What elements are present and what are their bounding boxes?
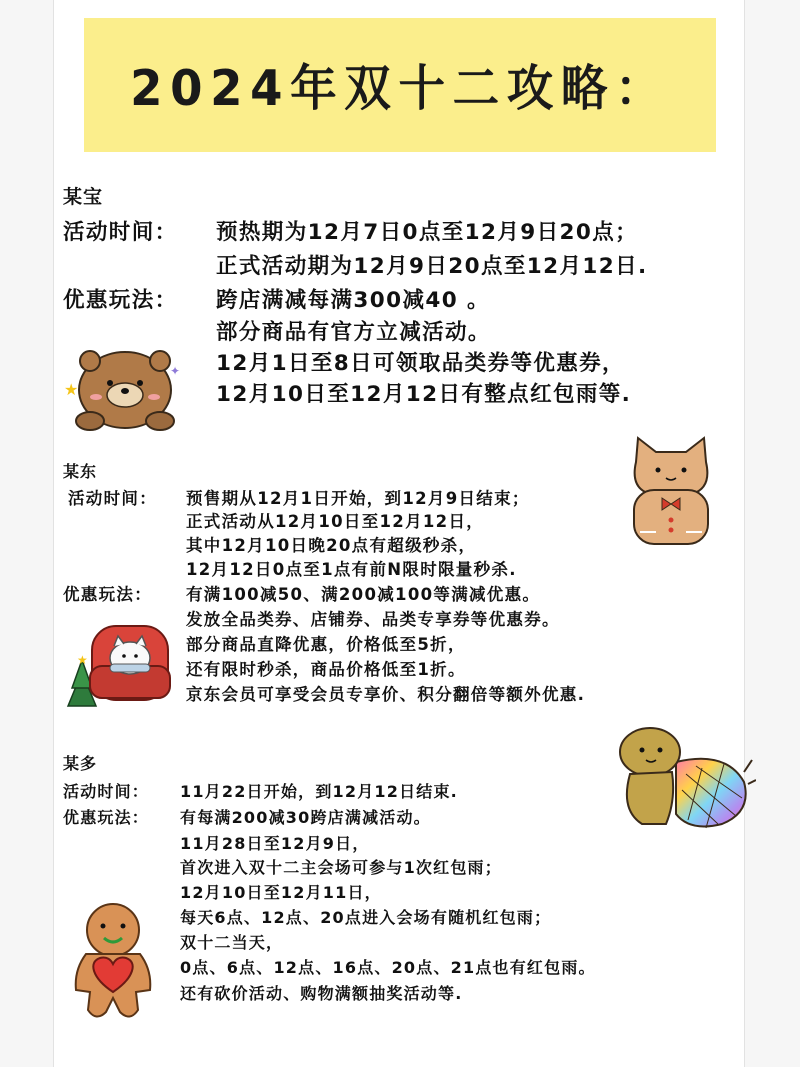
- svg-text:★: ★: [64, 380, 79, 399]
- cat-cookie-icon: [616, 432, 726, 558]
- cat-armchair-icon: [62, 612, 174, 716]
- gingerbread-heart-icon: [66, 900, 160, 1030]
- jd-time-line: 预售期从12月1日开始，到12月9日结束；: [186, 489, 530, 508]
- pdd-promo-line: 11月28日至12月9日，: [180, 834, 370, 853]
- jd-promo-label: 优惠玩法：: [63, 585, 152, 604]
- section-name-jd: 某东: [63, 462, 98, 481]
- jd-time-line: 其中12月10日晚20点有超级秒杀，: [186, 536, 477, 555]
- taobao-promo-label: 优惠玩法：: [63, 288, 178, 313]
- section-name-taobao: 某宝: [63, 186, 104, 208]
- pdd-promo-line: 每天6点、12点、20点进入会场有随机红包雨；: [180, 908, 552, 927]
- pdd-promo-line: 双十二当天，: [180, 933, 284, 952]
- taobao-time-label: 活动时间：: [63, 220, 178, 245]
- taobao-time-line: 正式活动期为12月9日20点至12月12日.: [216, 254, 648, 279]
- page-left-edge: [0, 0, 54, 1067]
- jd-time-label: 活动时间：: [68, 489, 157, 508]
- svg-text:★: ★: [77, 653, 88, 667]
- page-title: 2024年双十二攻略：: [130, 60, 670, 117]
- page-right-edge: [744, 0, 800, 1067]
- pdd-time-text: 11月22日开始，到12月12日结束.: [180, 782, 458, 801]
- jd-promo-line: 发放全品类券、店铺券、品类专享券等优惠券。: [186, 610, 560, 629]
- pdd-promo-line: 0点、6点、12点、16点、20点、21点也有红包雨。: [180, 958, 596, 977]
- taobao-promo-line: 12月1日至8日可领取品类券等优惠券，: [216, 351, 625, 376]
- bear-icon: [60, 345, 190, 439]
- pdd-promo-line: 12月10日至12月11日，: [180, 883, 382, 902]
- jd-promo-line: 还有限时秒杀，商品价格低至1折。: [186, 660, 466, 679]
- jd-promo-line: 部分商品直降优惠，价格低至5折，: [186, 635, 466, 654]
- title-banner: [84, 18, 716, 152]
- taobao-promo-line: 12月10日至12月12日有整点红包雨等.: [216, 382, 632, 407]
- jd-promo-line: 京东会员可享受会员专享价、积分翻倍等额外优惠.: [186, 685, 586, 704]
- taobao-promo-line: 部分商品有官方立减活动。: [216, 320, 491, 345]
- section-name-pdd: 某多: [63, 754, 98, 773]
- jd-time-line: 12月12日0点至1点有前N限时限量秒杀.: [186, 560, 517, 579]
- pdd-promo-line: 有每满200减30跨店满减活动。: [180, 808, 431, 827]
- jd-promo-line: 有满100减50、满200减100等满减优惠。: [186, 585, 541, 604]
- svg-text:✦: ✦: [170, 364, 181, 378]
- pdd-time-label: 活动时间：: [63, 782, 150, 801]
- jd-time-line: 正式活动从12月10日至12月12日，: [186, 512, 485, 531]
- taobao-promo-line: 跨店满减每满300减40 。: [216, 288, 490, 313]
- pdd-promo-label: 优惠玩法：: [63, 808, 150, 827]
- pdd-promo-line: 还有砍价活动、购物满额抽奖活动等.: [180, 984, 463, 1003]
- pdd-promo-line: 首次进入双十二主会场可参与1次红包雨；: [180, 858, 502, 877]
- taobao-time-line: 预热期为12月7日0点至12月9日20点；: [216, 220, 639, 245]
- cookie-shell-icon: [606, 724, 756, 838]
